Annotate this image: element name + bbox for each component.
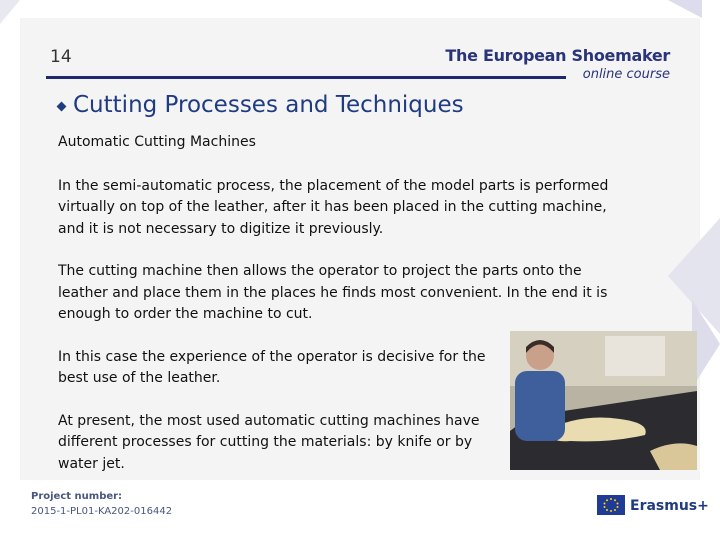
eu-flag-icon bbox=[597, 495, 625, 515]
subheading: Automatic Cutting Machines bbox=[58, 134, 256, 150]
paragraph-projection: The cutting machine then allows the operator to project the parts onto the leather and place them in the places he finds most convenient. In the end it is enough to order the machine to cut. bbox=[58, 263, 608, 322]
slide-title-row bbox=[58, 92, 464, 118]
erasmus-logo-text: Erasmus+ bbox=[630, 498, 709, 514]
operator-cutting-photo bbox=[510, 331, 697, 470]
course-logo-title: The European Shoemaker bbox=[445, 46, 670, 65]
paragraph-methods: At present, the most used automatic cutting machines have different processes for cutting the materials: by knife or by water jet. bbox=[58, 412, 480, 472]
slide-title: Cutting Processes and Techniques bbox=[73, 92, 464, 118]
corner-decoration bbox=[0, 0, 20, 24]
paragraph-text: , the placement of the model parts is performed virtually on top of the leather, after it has been placed in the cutting machine, and it is not necessary to digitize it previously. bbox=[58, 177, 609, 237]
page-number: 14 bbox=[50, 47, 72, 67]
photo-shelf bbox=[605, 336, 665, 376]
eu-stars-icon bbox=[597, 495, 625, 515]
paragraph-semi-automatic bbox=[58, 176, 618, 241]
header-divider bbox=[46, 76, 566, 79]
photo-illustration bbox=[510, 331, 697, 470]
project-number-label: Project number: bbox=[31, 491, 123, 502]
diamond-bullet-icon bbox=[57, 101, 67, 111]
corner-decoration bbox=[668, 0, 702, 18]
operator-body bbox=[515, 371, 565, 441]
highlighted-term: semi-automatic process bbox=[102, 177, 271, 194]
paragraph-text: In the bbox=[58, 177, 103, 194]
project-number: 2015-1-PL01-KA202-016442 bbox=[31, 506, 173, 517]
paragraph-operator: In this case the experience of the operator is decisive for the best use of the leather. bbox=[58, 348, 486, 386]
course-logo-subtitle: online course bbox=[582, 67, 670, 82]
